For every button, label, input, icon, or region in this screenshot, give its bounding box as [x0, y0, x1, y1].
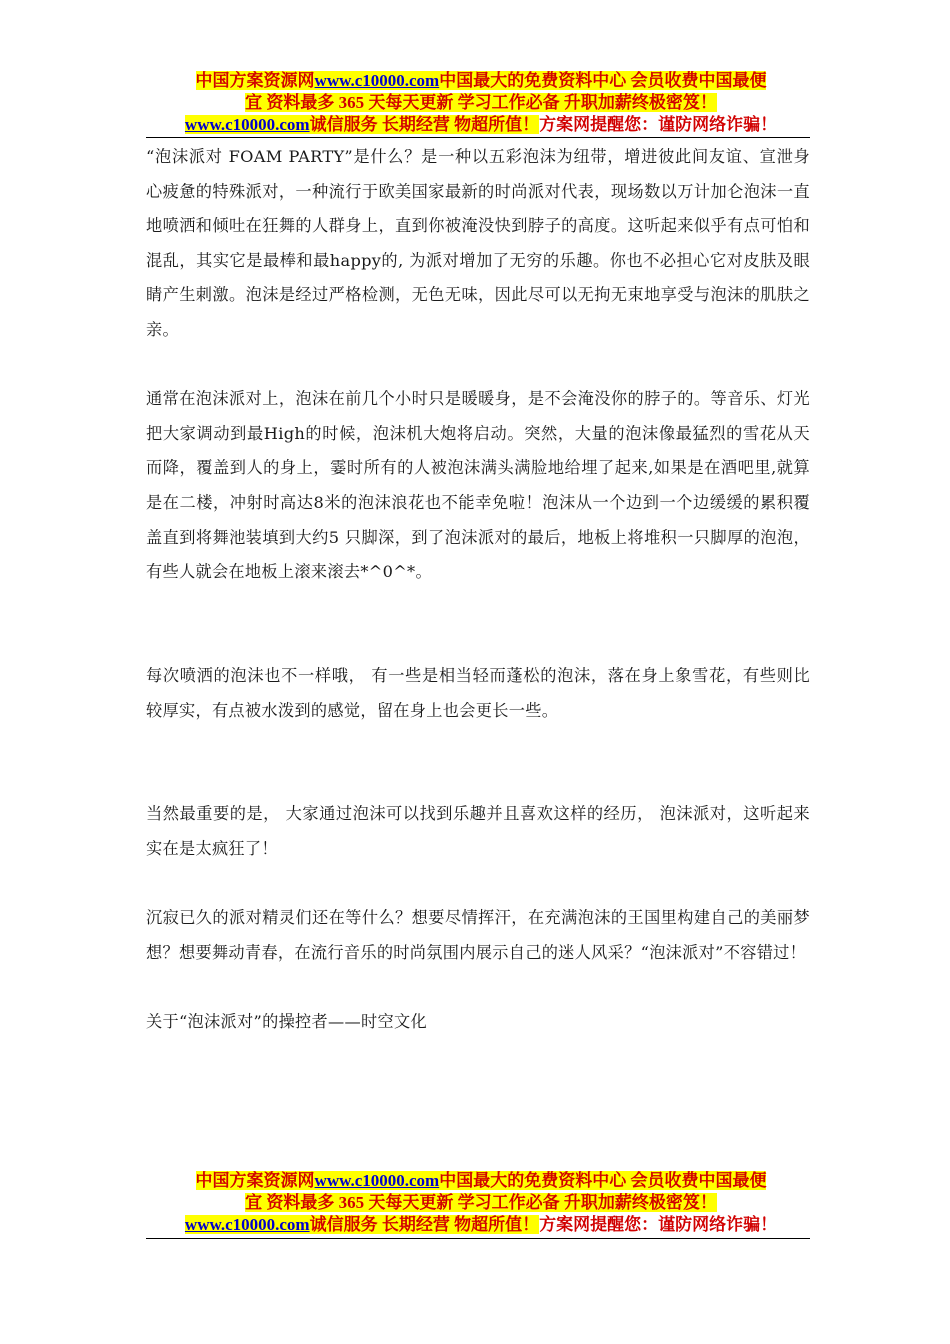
article-paragraph: 每次喷洒的泡沫也不一样哦， 有一些是相当轻而蓬松的泡沫，落在身上象雪花，有些则比较厚实，有点被水泼到的感觉，留在身上也会更长一些。 [146, 665, 810, 720]
banner-warning: 方案网提醒您：谨防网络诈骗！ [539, 115, 778, 134]
banner-line2-text: 宜 资料最多 365 天每天更新 学习工作必备 升职加薪终极密笈！ [245, 1193, 717, 1212]
banner-url-link-2[interactable]: www.c10000.com [184, 1215, 310, 1234]
footer-banner [146, 1170, 816, 1236]
article-body [146, 140, 810, 1039]
banner-line-2 [146, 92, 816, 114]
banner-line2-text: 宜 资料最多 365 天每天更新 学习工作必备 升职加薪终极密笈！ [245, 93, 717, 112]
article-paragraph: 沉寂已久的派对精灵们还在等什么？想要尽情挥汗，在充满泡沫的王国里构建自己的美丽梦想？想要舞动青春，在流行音乐的时尚氛围内展示自己的迷人风采？“泡沫派对”不容错过！ [146, 908, 810, 962]
banner-divider [146, 137, 810, 138]
banner-line3-mid: 诚信服务 长期经营 物超所值！ [309, 1215, 540, 1234]
banner-line-3 [146, 114, 816, 136]
banner-line-2 [146, 1192, 816, 1214]
banner-site-name: 中国方案资源网 [195, 1171, 315, 1190]
banner-line-1 [146, 70, 816, 92]
banner-warning: 方案网提醒您：谨防网络诈骗！ [539, 1215, 778, 1234]
banner-line1-tail: 中国最大的免费资料中心 会员收费中国最便 [439, 1171, 767, 1190]
banner-line3-mid: 诚信服务 长期经营 物超所值！ [309, 115, 540, 134]
banner-divider [146, 1238, 810, 1239]
header-banner [146, 70, 816, 136]
banner-line-3 [146, 1214, 816, 1236]
article-section-heading: 关于“泡沫派对”的操控者——时空文化 [146, 1011, 427, 1031]
article-paragraph: “泡沫派对 FOAM PARTY”是什么？是一种以五彩泡沫为纽带，增进彼此间友谊、宣泄身心疲惫的特殊派对，一种流行于欧美国家最新的时尚派对代表，现场数以万计加仑泡沫一直地喷洒和倾吐在狂舞的人群身上，直到你被淹没快到脖子的高度。这听起来似乎有点可怕和混乱，其实它是最棒和最happy的, 为派对增加了无穷的乐趣。你也不必担心它对皮肤及眼睛产生刺激。泡沫是经过严格检测，无色无味，因此尽可以无拘无束地享受与泡沫的肌肤之亲。 [146, 147, 810, 339]
banner-line1-tail: 中国最大的免费资料中心 会员收费中国最便 [439, 71, 767, 90]
banner-url-link[interactable]: www.c10000.com [314, 71, 440, 90]
banner-url-link-2[interactable]: www.c10000.com [184, 115, 310, 134]
banner-url-link[interactable]: www.c10000.com [314, 1171, 440, 1190]
banner-site-name: 中国方案资源网 [195, 71, 315, 90]
article-paragraph: 通常在泡沫派对上，泡沫在前几个小时只是暖暖身，是不会淹没你的脖子的。等音乐、灯光把大家调动到最High的时候，泡沫机大炮将启动。突然，大量的泡沫像最猛烈的雪花从天而降，覆盖到人的身上，霎时所有的人被泡沫满头满脸地给埋了起来,如果是在酒吧里,就算是在二楼，冲射时高达8米的泡沫浪花也不能幸免啦！泡沫从一个边到一个边缓缓的累积覆盖直到将舞池装填到大约5 只脚深，到了泡沫派对的最后，地板上将堆积一只脚厚的泡泡，有些人就会在地板上滚来滚去*^0^*。 [146, 389, 810, 582]
banner-line-1 [146, 1170, 816, 1192]
article-paragraph: 当然最重要的是， 大家通过泡沫可以找到乐趣并且喜欢这样的经历， 泡沫派对，这听起来实在是太疯狂了！ [146, 804, 810, 858]
